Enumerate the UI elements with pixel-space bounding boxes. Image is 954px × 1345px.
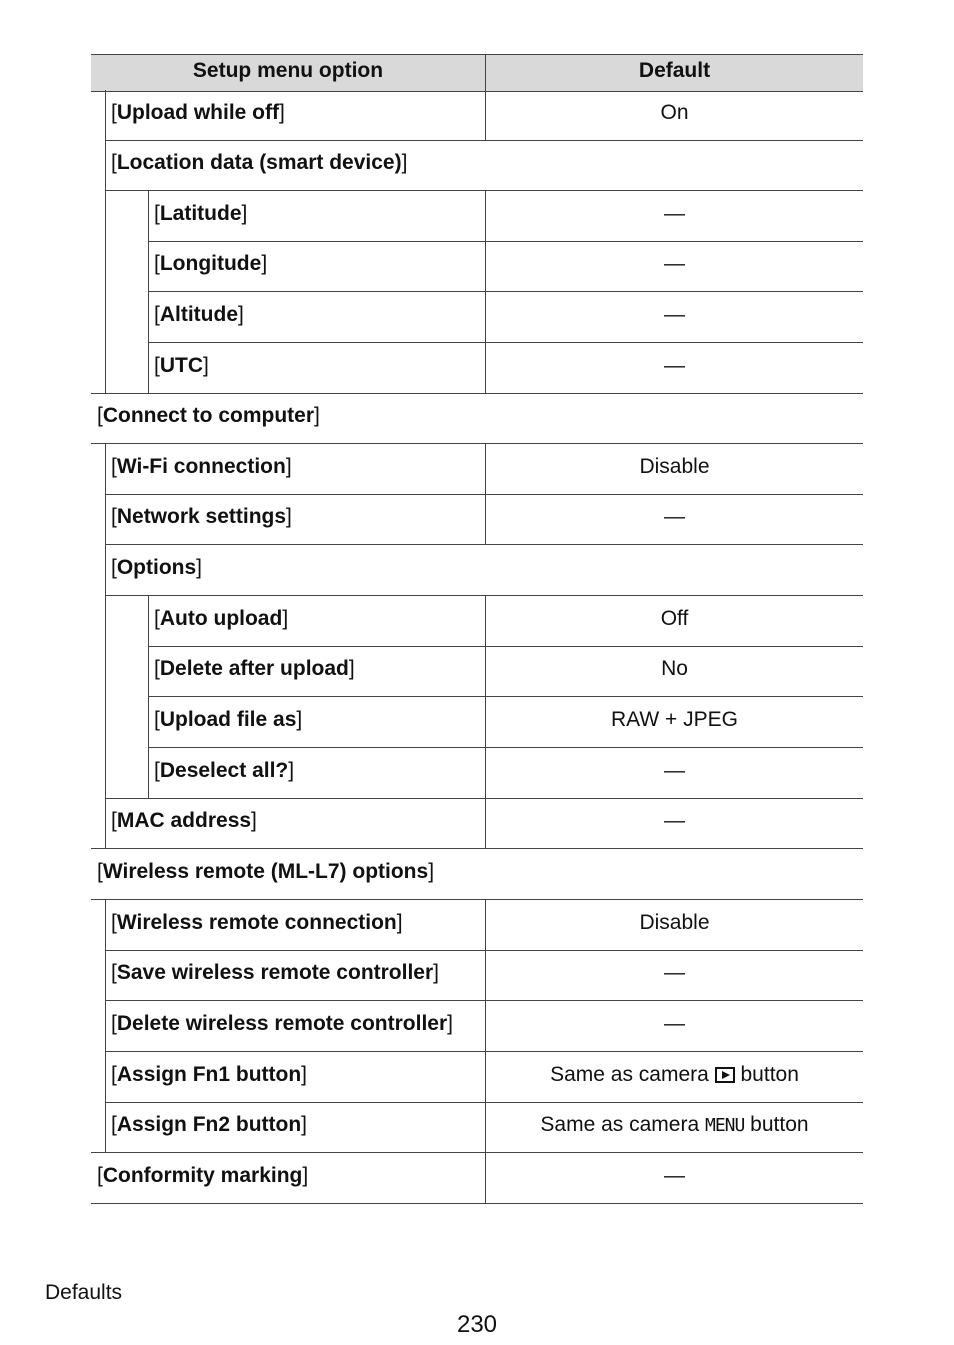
row-divider	[105, 1000, 863, 1001]
table-header-row	[91, 54, 863, 92]
menu-button-word: MENU	[704, 1115, 745, 1136]
footer-section-label: Defaults	[45, 1281, 123, 1304]
indent-line	[148, 595, 149, 646]
indent-line	[105, 494, 106, 544]
indent-line	[105, 747, 106, 798]
row-label: [Connect to computer]	[97, 404, 320, 427]
row-divider	[91, 393, 863, 394]
row-label: [Location data (smart device)]	[111, 151, 408, 174]
indent-line	[105, 443, 106, 494]
row-label-text: Delete wireless remote controller	[116, 1011, 448, 1035]
indent-line	[105, 798, 106, 848]
value-prefix: Same as camera	[540, 1113, 705, 1136]
header-default: Default	[638, 59, 711, 82]
row-divider	[148, 747, 863, 748]
indent-line	[148, 646, 149, 696]
value-suffix: button	[744, 1113, 809, 1136]
row-label-text: Upload file as	[159, 707, 297, 731]
row-default-value: —	[664, 1163, 685, 1187]
row-label: [Upload while off]	[111, 101, 285, 124]
row-divider	[105, 140, 863, 141]
row-divider	[105, 1102, 863, 1103]
row-label-text: Conformity marking	[102, 1163, 303, 1187]
indent-line	[105, 190, 106, 241]
row-label-text: Wireless remote connection	[116, 910, 397, 934]
row-label-text: MAC address	[116, 809, 252, 832]
row-label: [Wi-Fi connection]	[111, 454, 292, 478]
row-default-value: On	[660, 101, 689, 124]
row-label-text: Delete after upload	[159, 657, 349, 680]
row-divider	[91, 443, 863, 444]
row-label: [Assign Fn1 button]	[111, 1062, 308, 1086]
row-label-text: Connect to computer	[102, 404, 315, 427]
row-divider	[105, 1051, 863, 1052]
row-label-text: Wi-Fi connection	[116, 454, 286, 478]
row-default-value: —	[664, 201, 685, 225]
page-number: 230	[456, 1311, 498, 1338]
row-label: [UTC]	[154, 353, 209, 377]
row-divider	[105, 544, 863, 545]
indent-line	[105, 90, 106, 140]
row-label: [Save wireless remote controller]	[111, 961, 439, 984]
row-label-text: Assign Fn1 button	[116, 1062, 302, 1086]
row-default-value: —	[664, 961, 685, 984]
row-label-text: Altitude	[159, 302, 238, 326]
row-label-text: Upload while off	[116, 101, 279, 124]
indent-line	[105, 899, 106, 950]
row-label: [Deselect all?]	[154, 758, 295, 782]
row-default-value: —	[664, 809, 685, 832]
indent-line	[148, 747, 149, 798]
row-label: [Auto upload]	[154, 606, 289, 630]
row-label: [MAC address]	[111, 809, 257, 832]
row-label: [Delete after upload]	[154, 657, 355, 680]
row-divider	[148, 291, 863, 292]
row-default-value: —	[664, 252, 685, 275]
row-default-value: RAW + JPEG	[611, 707, 738, 731]
row-label-text: Auto upload	[159, 606, 283, 630]
row-default-value	[486, 1113, 863, 1138]
playback-icon	[715, 1067, 735, 1083]
indent-line	[105, 950, 106, 1000]
indent-line	[105, 595, 106, 646]
row-default-value: —	[664, 302, 685, 326]
row-default-value: —	[664, 505, 685, 528]
indent-line	[105, 1051, 106, 1102]
indent-line	[105, 1102, 106, 1152]
row-label: [Altitude]	[154, 302, 244, 326]
row-default-value	[486, 1063, 863, 1087]
row-label-text: Location data (smart device)	[116, 151, 402, 174]
row-label: [Delete wireless remote controller]	[111, 1011, 453, 1035]
row-label-text: Assign Fn2 button	[116, 1113, 302, 1136]
indent-line	[105, 1000, 106, 1051]
row-label-text: Deselect all?	[159, 758, 289, 782]
row-label: [Longitude]	[154, 252, 268, 275]
row-divider	[105, 950, 863, 951]
indent-line	[148, 696, 149, 747]
indent-line	[105, 342, 106, 393]
row-divider	[105, 595, 863, 596]
value-prefix: Same as camera	[550, 1062, 715, 1086]
row-label: [Options]	[111, 555, 203, 579]
row-label-text: UTC	[159, 353, 204, 377]
row-label-text: Latitude	[159, 201, 242, 225]
indent-line	[105, 544, 106, 595]
row-divider	[148, 646, 863, 647]
row-label-text: Options	[116, 555, 197, 579]
row-label-text: Wireless remote (ML-L7) options	[102, 859, 429, 883]
row-divider	[91, 1152, 863, 1153]
row-default-value: Disable	[639, 910, 710, 934]
row-label-text: Network settings	[116, 505, 287, 528]
indent-line	[148, 342, 149, 393]
row-divider	[148, 696, 863, 697]
indent-line	[105, 696, 106, 747]
indent-line	[105, 140, 106, 190]
indent-line	[148, 291, 149, 342]
indent-line	[148, 241, 149, 291]
row-default-value: Off	[660, 606, 689, 630]
row-label: [Wireless remote (ML-L7) options]	[97, 859, 435, 883]
row-divider	[91, 899, 863, 900]
row-label: [Conformity marking]	[97, 1163, 309, 1187]
row-label: [Wireless remote connection]	[111, 910, 403, 934]
row-label: [Assign Fn2 button]	[111, 1113, 308, 1136]
row-label: [Latitude]	[154, 201, 248, 225]
row-label: [Network settings]	[111, 505, 292, 528]
row-label: [Upload file as]	[154, 707, 303, 731]
row-default-value: No	[661, 657, 688, 680]
indent-line	[148, 190, 149, 241]
row-divider	[105, 190, 863, 191]
row-label-text: Longitude	[159, 252, 262, 275]
row-default-value: Disable	[639, 454, 710, 478]
row-divider	[91, 848, 863, 849]
table-bottom-border	[91, 1203, 863, 1204]
row-default-value: —	[664, 758, 685, 782]
indent-line	[105, 241, 106, 291]
header-setup-menu-option: Setup menu option	[192, 59, 384, 82]
value-suffix: button	[734, 1062, 799, 1086]
row-default-value: —	[664, 1011, 685, 1035]
indent-line	[105, 291, 106, 342]
row-divider	[148, 342, 863, 343]
row-divider	[148, 241, 863, 242]
row-label-text: Save wireless remote controller	[116, 961, 434, 984]
row-default-value: —	[664, 353, 685, 377]
indent-line	[105, 646, 106, 696]
row-divider	[105, 798, 863, 799]
row-divider	[105, 494, 863, 495]
